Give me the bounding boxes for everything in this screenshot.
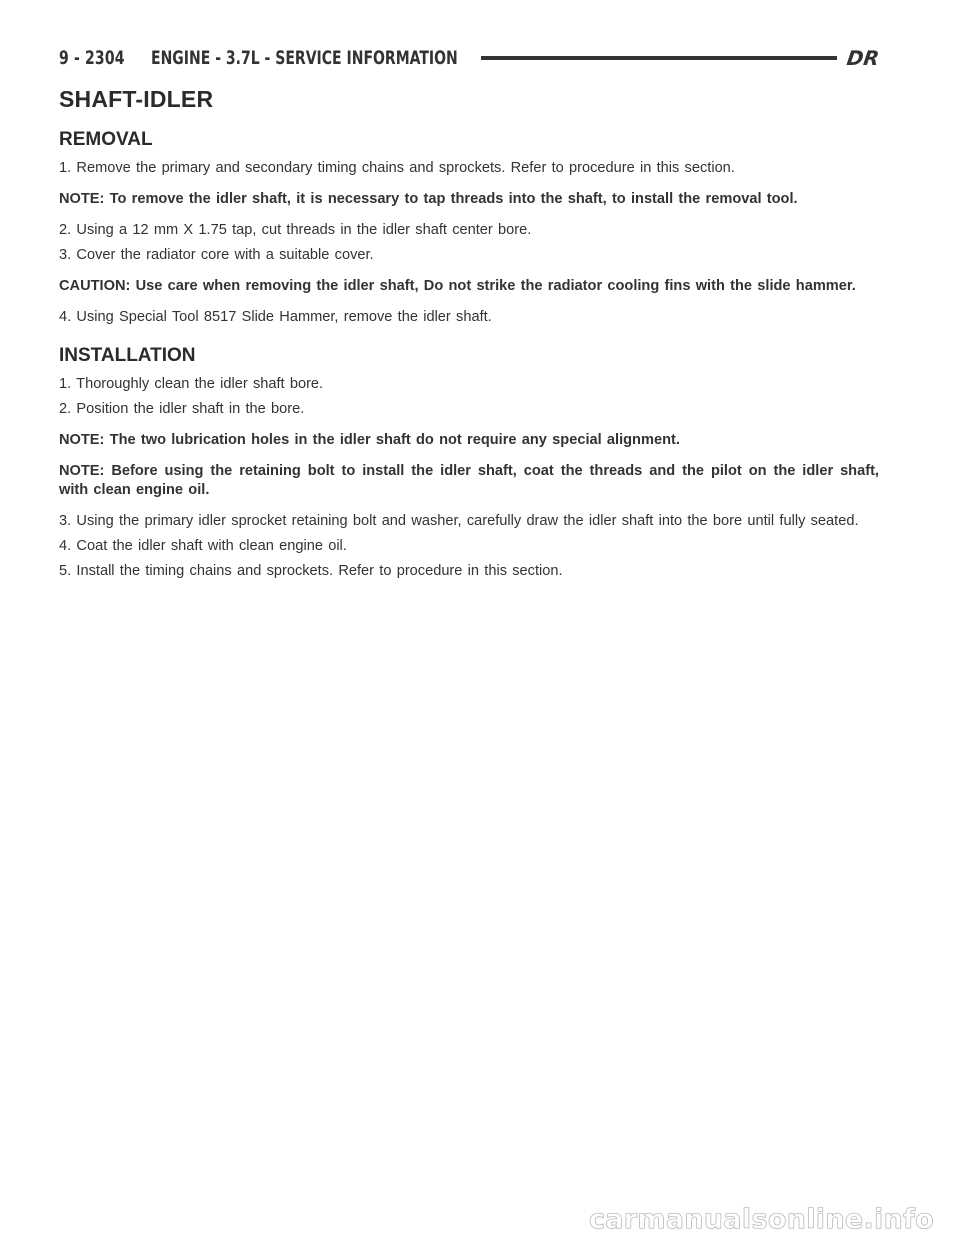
removal-note: NOTE: To remove the idler shaft, it is necessary to tap threads into the shaft, to install the removal tool.: [59, 191, 798, 207]
header-rule: [481, 56, 837, 60]
installation-note-2: NOTE: Before using the retaining bolt to install the idler shaft, coat the threads and the pilot on the idler shaft, with clean engine oil.: [59, 463, 879, 498]
page-number: 9 - 2304: [59, 47, 125, 69]
installation-step-2: 2. Position the idler shaft in the bore.: [59, 401, 305, 417]
installation-heading: INSTALLATION: [59, 345, 196, 366]
removal-step-2: 2. Using a 12 mm X 1.75 tap, cut threads in the idler shaft center bore.: [59, 222, 532, 238]
removal-heading: REMOVAL: [59, 129, 153, 150]
removal-section: [59, 129, 879, 327]
watermark: carmanualsonline.info: [588, 1204, 934, 1235]
installation-step-4: 4. Coat the idler shaft with clean engine oil.: [59, 538, 347, 554]
installation-step-3: 3. Using the primary idler sprocket retaining bolt and washer, carefully draw the idler shaft into the bore until fully seated.: [59, 513, 859, 529]
removal-caution: CAUTION: Use care when removing the idler shaft, Do not strike the radiator cooling fins with the slide hammer.: [59, 278, 856, 294]
removal-step-1: 1. Remove the primary and secondary timing chains and sprockets. Refer to procedure in this section.: [59, 160, 735, 176]
installation-section: [59, 345, 879, 581]
installation-note-1: NOTE: The two lubrication holes in the idler shaft do not require any special alignment.: [59, 432, 680, 448]
header-title: ENGINE - 3.7L - SERVICE INFORMATION: [151, 47, 458, 69]
page-title: SHAFT-IDLER: [59, 86, 214, 112]
installation-step-1: 1. Thoroughly clean the idler shaft bore.: [59, 376, 324, 392]
removal-step-3: 3. Cover the radiator core with a suitable cover.: [59, 247, 374, 263]
model-code: DR: [845, 46, 881, 70]
page-header: [59, 44, 879, 72]
installation-step-5: 5. Install the timing chains and sprockets. Refer to procedure in this section.: [59, 563, 563, 579]
document-body: [59, 84, 879, 587]
removal-step-4: 4. Using Special Tool 8517 Slide Hammer, remove the idler shaft.: [59, 309, 492, 325]
